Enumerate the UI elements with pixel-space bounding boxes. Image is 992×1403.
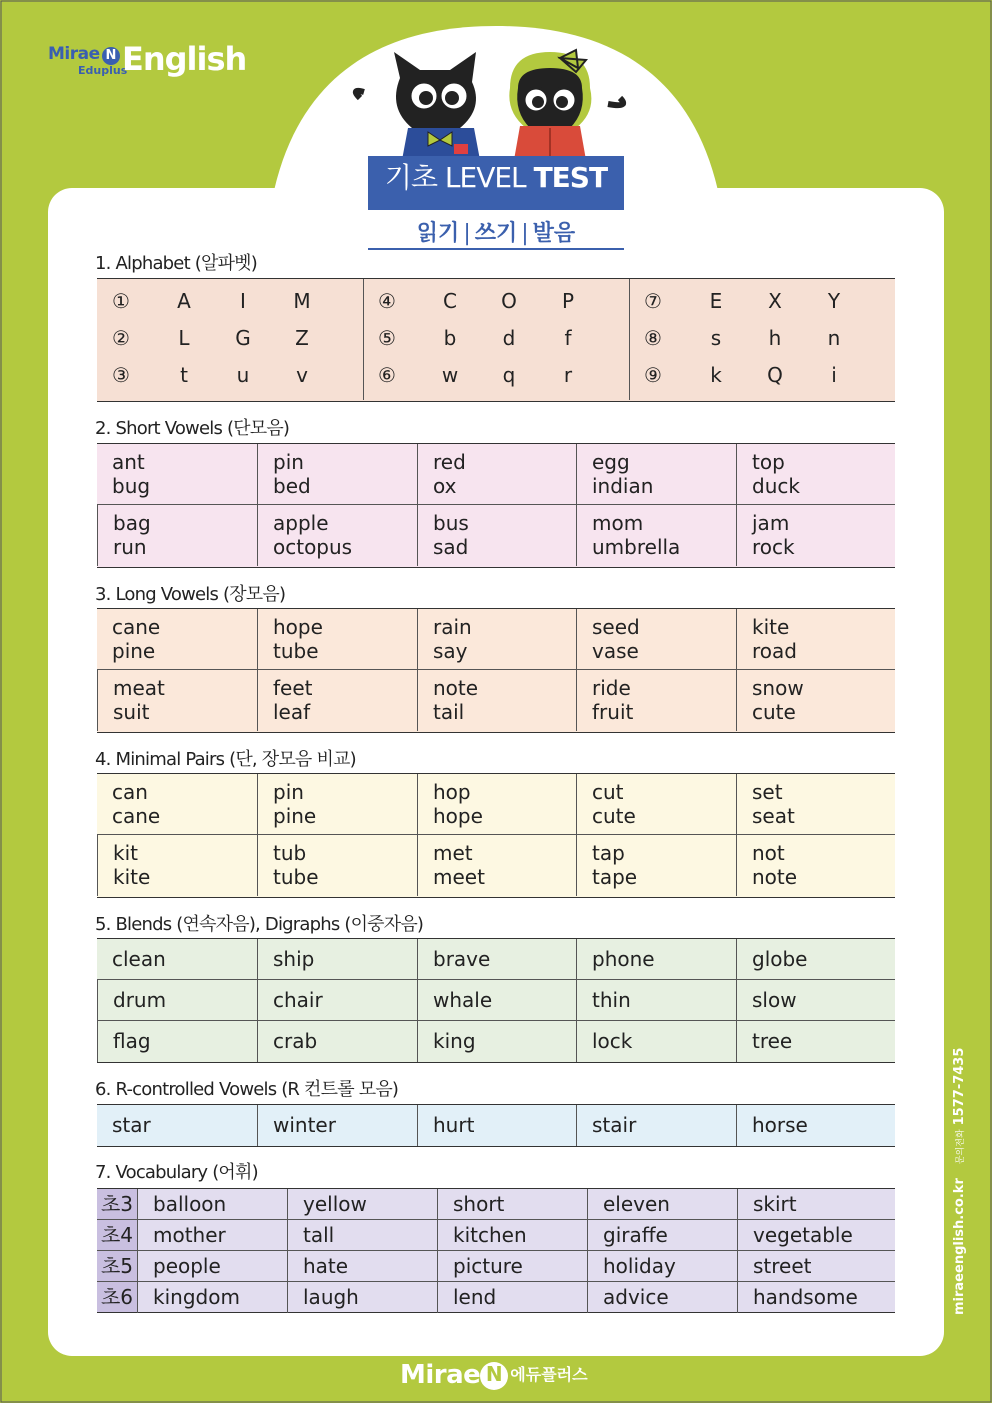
word: egg [592, 450, 630, 474]
alphabet-letter: E [709, 289, 723, 313]
word-cell [417, 835, 576, 896]
alphabet-letter: t [180, 363, 188, 387]
vocabulary-table [97, 1188, 895, 1313]
alphabet-letter: O [501, 289, 517, 313]
alphabet-letter: n [827, 326, 841, 350]
vocab-word: picture [437, 1251, 587, 1282]
word-cell [576, 444, 736, 505]
alphabet-number: ⑤ [378, 326, 396, 350]
word: note [433, 676, 479, 700]
word-cell [736, 774, 895, 835]
word-cell: chair [257, 980, 417, 1021]
word: hop [433, 780, 471, 804]
word: meat [113, 676, 165, 700]
vocab-word: yellow [287, 1189, 437, 1220]
word-cell [257, 670, 417, 731]
word-cell: lock [576, 1021, 736, 1062]
section-title-r-controlled: 6. R-controlled Vowels (R 컨트롤 모음) [95, 1079, 399, 1100]
word: cut [592, 780, 624, 804]
word: cane [112, 615, 161, 639]
vocab-word: lend [437, 1282, 587, 1313]
word-cell [576, 835, 736, 896]
alphabet-letter: d [502, 326, 516, 350]
alphabet-number: ④ [378, 289, 396, 313]
alphabet-letter: X [768, 289, 782, 313]
word: indian [592, 474, 654, 498]
brand-english: English [122, 40, 247, 78]
word-cell: ship [257, 939, 417, 980]
mascot-cats-illustration [350, 48, 630, 160]
word: kit [113, 841, 138, 865]
word: cute [752, 700, 796, 724]
word: snow [752, 676, 804, 700]
word-cell: globe [736, 939, 895, 980]
side-contact [952, 1048, 967, 1315]
word-cell: brave [417, 939, 576, 980]
alphabet-table [97, 278, 895, 402]
word-cell: flag [97, 1021, 257, 1062]
alphabet-number: ⑧ [644, 326, 662, 350]
word: met [433, 841, 473, 865]
vocab-word: people [137, 1251, 287, 1282]
word: seat [752, 804, 795, 828]
word: say [433, 639, 468, 663]
phone-label: 문의전화 [956, 1129, 966, 1165]
word-cell [736, 609, 895, 670]
word: tail [433, 700, 465, 724]
alphabet-letter: A [177, 289, 191, 313]
alphabet-letter: v [296, 363, 308, 387]
word-cell [257, 835, 417, 896]
word-cell: crab [257, 1021, 417, 1062]
word-cell: whale [417, 980, 576, 1021]
vocab-word: kingdom [137, 1282, 287, 1313]
word: pine [273, 804, 317, 828]
word: bag [113, 511, 151, 535]
word: set [752, 780, 783, 804]
word: sad [433, 535, 469, 559]
alphabet-number: ⑦ [644, 289, 662, 313]
word: leaf [273, 700, 311, 724]
alphabet-letter: G [235, 326, 251, 350]
phone-number: 1577-7435 [952, 1047, 967, 1126]
word-cell [257, 505, 417, 566]
section-title-minimal-pairs: 4. Minimal Pairs (단, 장모음 비교) [95, 749, 356, 770]
vocab-word: mother [137, 1220, 287, 1251]
website-url: miraeenglish.co.kr [952, 1178, 967, 1315]
word-cell [576, 670, 736, 731]
grade-level-label: 초6 [97, 1282, 137, 1312]
alphabet-number: ① [112, 289, 130, 313]
word-cell [97, 505, 257, 566]
vocab-word: tall [287, 1220, 437, 1251]
word-cell [576, 774, 736, 835]
word: fruit [592, 700, 634, 724]
word: ride [592, 676, 631, 700]
word-cell [736, 670, 895, 731]
word: red [433, 450, 466, 474]
word: tube [273, 865, 319, 889]
alphabet-letter: L [178, 326, 190, 350]
word-cell [257, 774, 417, 835]
word: mom [592, 511, 644, 535]
alphabet-letter: I [240, 289, 246, 313]
word: rain [433, 615, 472, 639]
word: run [113, 535, 147, 559]
alphabet-letter: b [443, 326, 457, 350]
long-vowels-table [97, 608, 895, 733]
alphabet-letter: f [564, 326, 572, 350]
word-cell [736, 835, 895, 896]
vocab-word: balloon [137, 1189, 287, 1220]
word: pin [273, 450, 304, 474]
section-title-alphabet: 1. Alphabet (알파벳) [95, 253, 257, 274]
word: kite [113, 865, 151, 889]
word-cell [417, 505, 576, 566]
word-cell [576, 505, 736, 566]
word-cell: thin [576, 980, 736, 1021]
vocab-word: street [737, 1251, 895, 1282]
word: suit [113, 700, 150, 724]
word: rock [752, 535, 795, 559]
word: duck [752, 474, 800, 498]
word: not [752, 841, 785, 865]
footer-logo: Mirae N 에듀플러스 [400, 1360, 588, 1390]
word: meet [433, 865, 485, 889]
minimal-pairs-table [97, 773, 895, 898]
word-cell [97, 609, 257, 670]
blends-table [97, 938, 895, 1063]
alphabet-letter: r [563, 363, 573, 387]
word: kite [752, 615, 790, 639]
word-cell [417, 609, 576, 670]
word-cell: phone [576, 939, 736, 980]
word: bus [433, 511, 469, 535]
word-cell: king [417, 1021, 576, 1062]
vocab-word: holiday [587, 1251, 737, 1282]
alphabet-letter: s [710, 326, 722, 350]
word: feet [273, 676, 313, 700]
vocab-word: giraffe [587, 1220, 737, 1251]
word: ox [433, 474, 457, 498]
page-subtitle: 읽기 | 쓰기 | 발음 [416, 221, 576, 246]
alphabet-letter: k [710, 363, 722, 387]
word-cell: tree [736, 1021, 895, 1062]
vocab-word: skirt [737, 1189, 895, 1220]
word-cell: horse [736, 1105, 895, 1146]
word: bug [112, 474, 151, 498]
word: cane [112, 804, 161, 828]
word: tub [273, 841, 307, 865]
brand-eduplus: Eduplus [78, 64, 128, 77]
word: hope [433, 804, 483, 828]
word-cell: stair [576, 1105, 736, 1146]
word-cell: clean [112, 947, 166, 971]
grade-level-label: 초3 [97, 1189, 137, 1219]
word: vase [592, 639, 639, 663]
grade-level-label: 초5 [97, 1251, 137, 1281]
word-cell [97, 444, 257, 505]
word: ant [112, 450, 145, 474]
alphabet-number: ⑥ [378, 363, 396, 387]
word-cell [257, 444, 417, 505]
word: hope [273, 615, 323, 639]
word-cell [97, 774, 257, 835]
word: seed [592, 615, 640, 639]
page-title: 기초 LEVEL TEST [368, 156, 624, 210]
word-cell: star [112, 1113, 151, 1137]
vocab-word: short [437, 1189, 587, 1220]
word: tape [592, 865, 638, 889]
alphabet-letter: C [443, 289, 457, 313]
short-vowels-table [97, 443, 895, 568]
word: tap [592, 841, 625, 865]
word: bed [273, 474, 311, 498]
word: umbrella [592, 535, 681, 559]
alphabet-letter: q [502, 363, 516, 387]
word-cell: winter [257, 1105, 417, 1146]
word-cell [736, 444, 895, 505]
word: note [752, 865, 798, 889]
word: jam [752, 511, 790, 535]
alphabet-letter: Z [295, 326, 309, 350]
r-controlled-table [97, 1104, 895, 1147]
word-cell: hurt [417, 1105, 576, 1146]
alphabet-letter: i [831, 363, 837, 387]
section-title-short-vowels: 2. Short Vowels (단모음) [95, 418, 290, 439]
alphabet-letter: w [441, 363, 459, 387]
word-cell [417, 670, 576, 731]
alphabet-number: ③ [112, 363, 130, 387]
vocab-word: laugh [287, 1282, 437, 1313]
word-cell [736, 505, 895, 566]
word: octopus [273, 535, 353, 559]
word-cell [257, 609, 417, 670]
word-cell [417, 444, 576, 505]
word-cell [576, 609, 736, 670]
word-cell: slow [736, 980, 895, 1021]
alphabet-letter: h [768, 326, 782, 350]
word-cell [97, 835, 257, 896]
alphabet-letter: M [293, 289, 311, 313]
alphabet-number: ② [112, 326, 130, 350]
alphabet-letter: Y [827, 289, 841, 313]
vocab-word: kitchen [437, 1220, 587, 1251]
vocab-word: eleven [587, 1189, 737, 1220]
word: apple [273, 511, 329, 535]
word: pine [112, 639, 156, 663]
section-title-long-vowels: 3. Long Vowels (장모음) [95, 584, 286, 605]
grade-level-label: 초4 [97, 1220, 137, 1250]
word-cell: drum [97, 980, 257, 1021]
vocab-word: vegetable [737, 1220, 895, 1251]
section-title-vocabulary: 7. Vocabulary (어휘) [95, 1162, 258, 1183]
vocab-word: advice [587, 1282, 737, 1313]
word: cute [592, 804, 636, 828]
subtitle-underline [368, 248, 624, 250]
alphabet-number: ⑨ [644, 363, 662, 387]
section-title-blends: 5. Blends (연속자음), Digraphs (이중자음) [95, 914, 424, 935]
word: road [752, 639, 797, 663]
word: can [112, 780, 148, 804]
word: pin [273, 780, 304, 804]
word-cell [417, 774, 576, 835]
brand-mirae: Mirae N [48, 44, 120, 65]
alphabet-letter: P [561, 289, 575, 313]
word-cell [97, 670, 257, 731]
vocab-word: hate [287, 1251, 437, 1282]
alphabet-letter: Q [767, 363, 783, 387]
alphabet-letter: u [236, 363, 250, 387]
vocab-word: handsome [737, 1282, 895, 1313]
word: tube [273, 639, 319, 663]
word: top [752, 450, 785, 474]
